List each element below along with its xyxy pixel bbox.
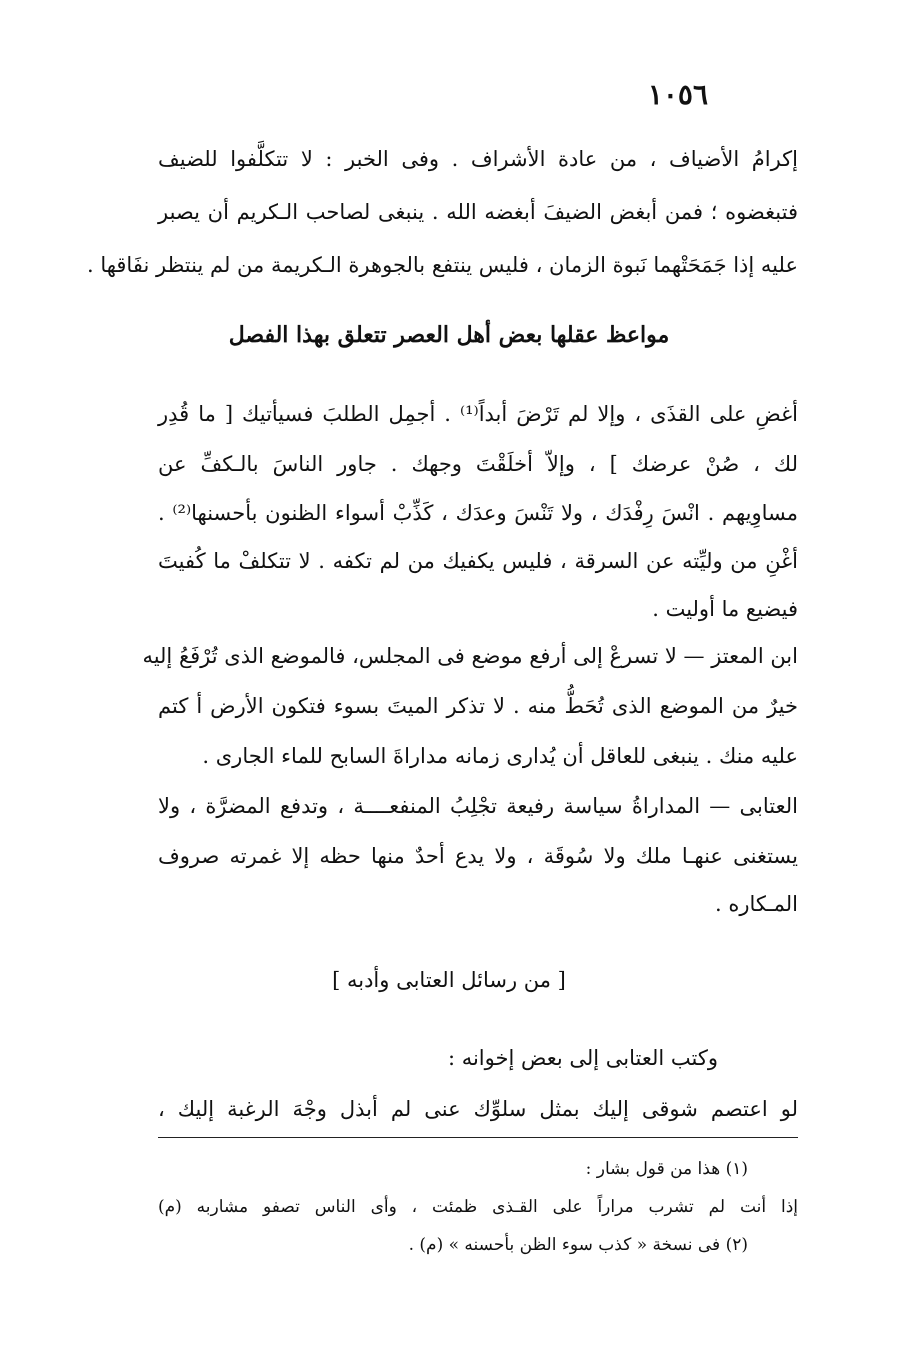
paragraph-2-line-1: أغضِ على القذَى ، وإلا لم تَرْضَ أبداً⁽¹⁾ . أجمِل الطلبَ فسيأتيك [ ما قُدِر bbox=[158, 402, 798, 426]
footnote-divider bbox=[158, 1137, 798, 1138]
paragraph-4-line-3: المـكاره . bbox=[714, 892, 798, 916]
paragraph-2-line-3: مساوِيهم . انْسَ رِفْدَك ، ولا تَنْسَ وعدَك ، كَذِّبْ أسواء الظنون بأحسنها⁽²⁾ . bbox=[158, 501, 798, 525]
paragraph-4-line-2: يستغنى عنهـا ملك ولا سُوقَة ، ولا يدع أحدٌ منها حظه إلا غمرته صروف bbox=[158, 844, 798, 868]
footnote-1-verse: إذا أنت لم تشرب مراراً على القـذى ظمئت ، وأى الناس تصفو مشاربه (م) bbox=[158, 1197, 798, 1217]
section-subheading: [ من رسائل العتابى وأدبه ] bbox=[332, 968, 566, 992]
paragraph-1-line-2: فتبغضوه ؛ فمن أبغض الضيفَ أبغضه الله . ينبغى لصاحب الـكريم أن يصبر bbox=[158, 200, 798, 224]
paragraph-2-line-4: أغْنِ من وليِّته عن السرقة ، فليس يكفيك من لم تكفه . لا تتكلفْ ما كُفيتَ bbox=[158, 549, 798, 573]
paragraph-3-line-2: خيرٌ من الموضع الذى تُحَطُّ منه . لا تذكر الميتَ بسوء فتكون الأرض أ كتم bbox=[158, 694, 798, 718]
paragraph-5-line-2: لو اعتصم شوقى إليك بمثل سلوِّك عنى لم أبذل وجْهَ الرغبة إليك ، bbox=[158, 1097, 798, 1121]
footnote-1-intro: (١) هذا من قول بشار : bbox=[585, 1159, 748, 1179]
paragraph-3-line-3: عليه منك . ينبغى للعاقل أن يُدارى زمانه مداراةَ السابح للماء الجارى . bbox=[202, 744, 798, 768]
page-number: ١٠٥٦ bbox=[647, 78, 708, 111]
paragraph-4-line-1: العتابى — المداراةُ سياسة رفيعة تجْلِبُ المنفعــــة ، وتدفع المضرَّة ، ولا bbox=[158, 794, 798, 818]
paragraph-5-line-1: وكتب العتابى إلى بعض إخوانه : bbox=[447, 1046, 718, 1070]
section-heading: مواعظ عقلها بعض أهل العصر تتعلق بهذا الفصل bbox=[228, 322, 670, 348]
paragraph-1-line-1: إكرامُ الأضياف ، من عادة الأشراف . وفى الخبر : لا تتكلَّفوا للضيف bbox=[158, 147, 798, 171]
paragraph-2-line-2: لك ، صُنْ عرضك ] ، وإلاّ أخلَقْتَ وجهك . جاور الناسَ بالـكفِّ عن bbox=[158, 452, 798, 476]
paragraph-1-line-3: عليه إذا جَمَحَتْهما نَبوة الزمان ، فليس ينتفع بالجوهرة الـكريمة من لم ينتظر نفَاقها . bbox=[86, 253, 798, 277]
paragraph-2-line-5: فيضيع ما أوليت . bbox=[652, 597, 798, 621]
footnote-2: (٢) فى نسخة « كذب سوء الظن بأحسنه » (م) . bbox=[408, 1235, 748, 1255]
paragraph-3-line-1: ابن المعتز — لا تسرعْ إلى أرفع موضع فى المجلس، فالموضع الذى تُرْفَعُ إليه bbox=[142, 644, 798, 668]
